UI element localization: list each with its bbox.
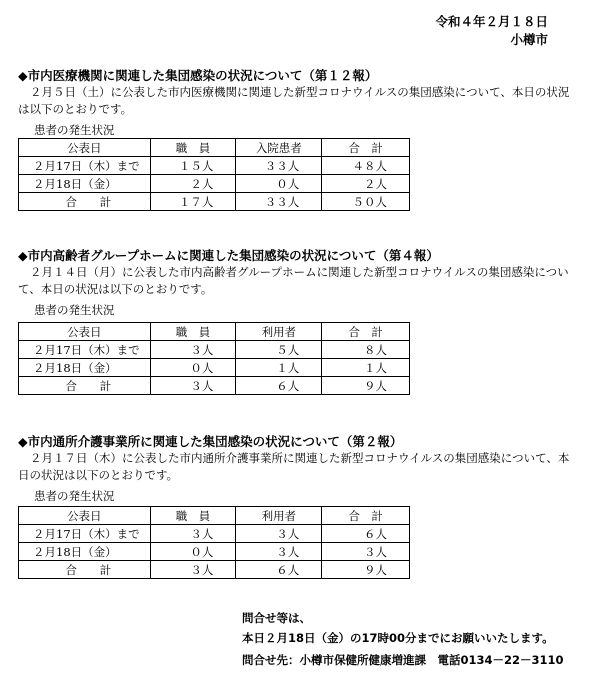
table-header-row bbox=[19, 323, 410, 341]
column-header: 公表日 bbox=[19, 139, 151, 157]
table-row bbox=[19, 157, 410, 175]
section-body-medical: ２月５日（土）に公表した市内医療機関に関連した新型コロナウイルスの集団感染について、本日の状況は以下のとおりです。 bbox=[18, 85, 570, 116]
table-cell: ０人 bbox=[150, 543, 236, 561]
column-header: 公表日 bbox=[19, 323, 151, 341]
column-header: 職 員 bbox=[150, 507, 236, 525]
column-header: 合 計 bbox=[322, 507, 410, 525]
table-cell: ５人 bbox=[236, 341, 322, 359]
table-cell: ８人 bbox=[322, 341, 410, 359]
section-heading-grouphome: ◆市内高齢者グループホームに関連した集団感染の状況について（第４報） bbox=[18, 248, 439, 263]
table-cell: １７人 bbox=[150, 193, 236, 211]
table-cell: ０人 bbox=[150, 359, 236, 377]
column-header: 職 員 bbox=[150, 323, 236, 341]
column-header: 公表日 bbox=[19, 507, 151, 525]
table-cell: ３人 bbox=[322, 543, 410, 561]
contact-intro: 問合せ等は、 bbox=[242, 611, 311, 625]
table-row bbox=[19, 175, 410, 193]
table-header-row bbox=[19, 139, 410, 157]
issuer-name: 小樽市 bbox=[510, 32, 548, 47]
table-row bbox=[19, 359, 410, 377]
column-header: 合 計 bbox=[322, 323, 410, 341]
table-cell: １人 bbox=[322, 359, 410, 377]
table-cell: ３人 bbox=[150, 341, 236, 359]
section-body-grouphome: ２月１４日（月）に公表した市内高齢者グループホームに関連した新型コロナウイルスの集団感染について、本日の状況は以下のとおりです。 bbox=[18, 265, 569, 296]
table-row bbox=[19, 543, 410, 561]
column-header: 入院患者 bbox=[236, 139, 322, 157]
table-cell: ０人 bbox=[236, 175, 322, 193]
table-cell: ９人 bbox=[322, 561, 410, 579]
column-header: 利用者 bbox=[236, 507, 322, 525]
table-total-row bbox=[19, 561, 410, 579]
table-cell: 合 計 bbox=[19, 193, 151, 211]
table-medical bbox=[18, 138, 410, 211]
table-cell: ２人 bbox=[322, 175, 410, 193]
table-cell: １５人 bbox=[150, 157, 236, 175]
document-date: 令和４年２月１８日 bbox=[435, 14, 548, 29]
section-heading-medical: ◆市内医療機関に関連した集団感染の状況について（第１２報） bbox=[18, 68, 378, 83]
table-total-row bbox=[19, 193, 410, 211]
table-cell: ４８人 bbox=[322, 157, 410, 175]
section-body-daycare: ２月１７日（木）に公表した市内通所介護事業所に関連した新型コロナウイルスの集団感染について、本日の状況は以下のとおりです。 bbox=[18, 451, 570, 482]
table-cell: ５０人 bbox=[322, 193, 410, 211]
table-cell: ２月17日（木）まで bbox=[19, 157, 151, 175]
table-label-medical: 患者の発生状況 bbox=[34, 123, 115, 137]
table-cell: ２月18日（金） bbox=[19, 175, 151, 193]
table-cell: ２月17日（木）まで bbox=[19, 341, 151, 359]
table-cell: ３人 bbox=[236, 525, 322, 543]
table-cell: ３人 bbox=[150, 377, 236, 395]
table-cell: 合 計 bbox=[19, 561, 151, 579]
column-header: 合 計 bbox=[322, 139, 410, 157]
section-heading-daycare: ◆市内通所介護事業所に関連した集団感染の状況について（第２報） bbox=[18, 434, 403, 449]
contact-details: 問合せ先：小樽市保健所健康増進課 電話0134－22－3110 bbox=[242, 653, 564, 667]
table-daycare bbox=[18, 506, 410, 579]
table-cell: 合 計 bbox=[19, 377, 151, 395]
table-cell: ３人 bbox=[150, 525, 236, 543]
table-cell: ６人 bbox=[236, 561, 322, 579]
table-cell: ２月18日（金） bbox=[19, 543, 151, 561]
table-cell: ６人 bbox=[236, 377, 322, 395]
table-row bbox=[19, 525, 410, 543]
table-header-row bbox=[19, 507, 410, 525]
column-header: 職 員 bbox=[150, 139, 236, 157]
table-total-row bbox=[19, 377, 410, 395]
table-cell: ２月17日（木）まで bbox=[19, 525, 151, 543]
table-cell: ３人 bbox=[236, 543, 322, 561]
table-cell: ３３人 bbox=[236, 193, 322, 211]
table-cell: ２人 bbox=[150, 175, 236, 193]
contact-deadline: 本日２月18日（金）の17時00分までにお願いいたします。 bbox=[242, 631, 554, 645]
table-cell: ９人 bbox=[322, 377, 410, 395]
table-row bbox=[19, 341, 410, 359]
table-cell: ６人 bbox=[322, 525, 410, 543]
table-cell: ２月18日（金） bbox=[19, 359, 151, 377]
table-grouphome bbox=[18, 322, 410, 395]
table-cell: ３人 bbox=[150, 561, 236, 579]
table-cell: １人 bbox=[236, 359, 322, 377]
column-header: 利用者 bbox=[236, 323, 322, 341]
table-label-daycare: 患者の発生状況 bbox=[34, 489, 115, 503]
table-cell: ３３人 bbox=[236, 157, 322, 175]
table-label-grouphome: 患者の発生状況 bbox=[34, 303, 115, 317]
